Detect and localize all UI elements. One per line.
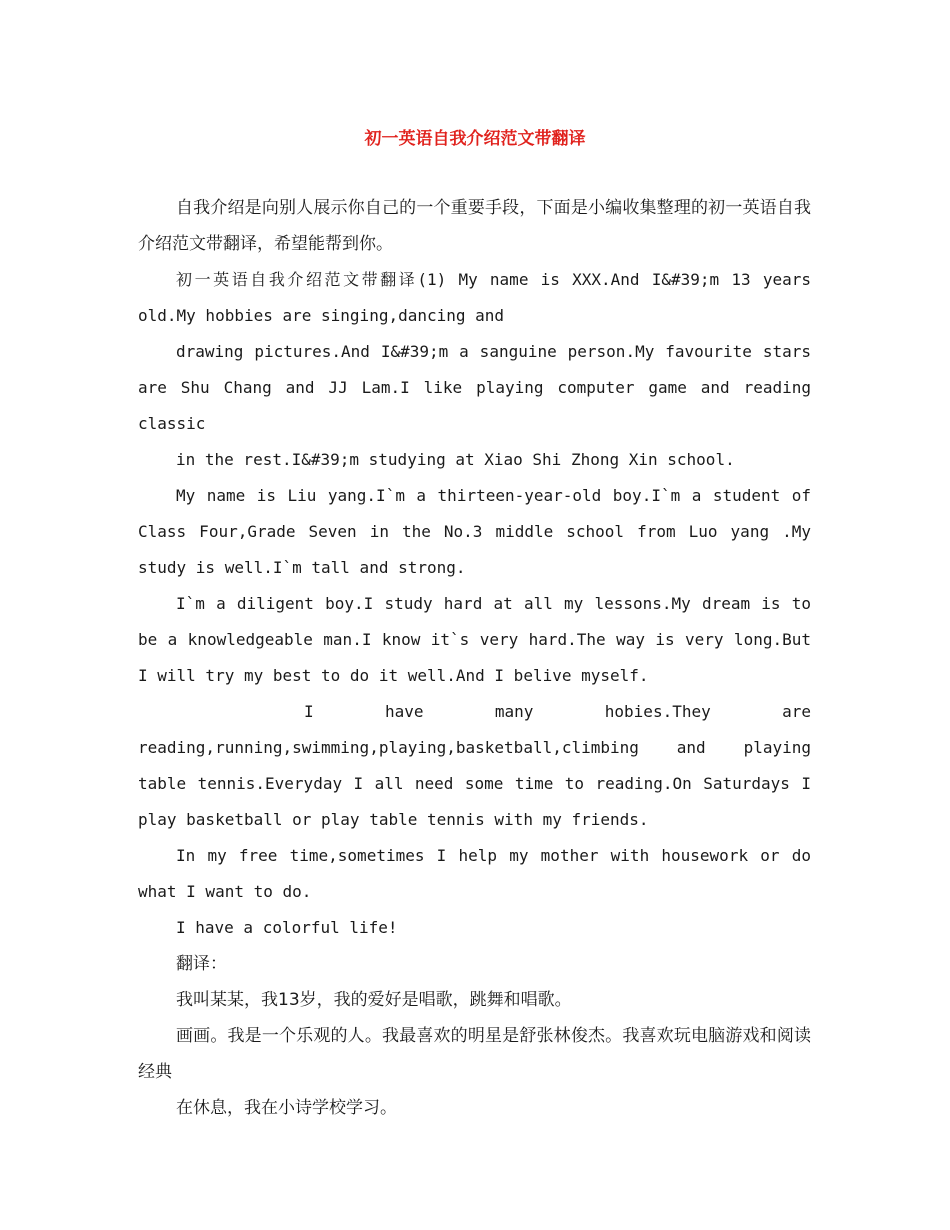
translation-heading: 翻译： — [176, 954, 227, 974]
essay-2-paragraph-4: In my free time,sometimes I help my mother with housework or do what I want to do. — [138, 846, 811, 901]
essay-1-paragraph-2: drawing pictures.And I&#39;m a sanguine person.My favourite stars are Shu Chang and JJ Lam.I like playing computer game and reading classic — [138, 342, 811, 433]
translation-paragraph-3: 在休息，我在小诗学校学习。 — [176, 1098, 397, 1118]
translation-paragraph-2: 画画。我是一个乐观的人。我最喜欢的明星是舒张林俊杰。我喜欢玩电脑游戏和阅读经典 — [138, 1026, 811, 1082]
essay-2-paragraph-3: I have many hobies.They are reading,running,swimming,playing,basketball,climbing and playing table tennis.Everyday I all need some time to reading.On Saturdays I play basketball or play table tennis with my friends. — [138, 702, 811, 829]
document-body — [138, 190, 811, 1126]
essay-2-paragraph-2: I`m a diligent boy.I study hard at all my lessons.My dream is to be a knowledgeable man.I know it`s very hard.The way is very long.But I will try my best to do it well.And I belive myself. — [138, 594, 811, 685]
essay-2-paragraph-5: I have a colorful life! — [176, 918, 398, 937]
document-title: 初一英语自我介绍范文带翻译 — [364, 129, 586, 149]
essay-1-paragraph-1: 初一英语自我介绍范文带翻译(1) My name is XXX.And I&#39;m 13 years old.My hobbies are singing,dancing and — [138, 270, 811, 325]
intro-paragraph: 自我介绍是向别人展示你自己的一个重要手段，下面是小编收集整理的初一英语自我介绍范文带翻译，希望能帮到你。 — [138, 198, 811, 254]
essay-2-paragraph-1: My name is Liu yang.I`m a thirteen-year-old boy.I`m a student of Class Four,Grade Seven in the No.3 middle school from Luo yang .My study is well.I`m tall and strong. — [138, 486, 811, 577]
translation-paragraph-1: 我叫某某，我13岁，我的爱好是唱歌，跳舞和唱歌。 — [176, 990, 572, 1010]
essay-1-paragraph-3: in the rest.I&#39;m studying at Xiao Shi Zhong Xin school. — [176, 450, 735, 469]
